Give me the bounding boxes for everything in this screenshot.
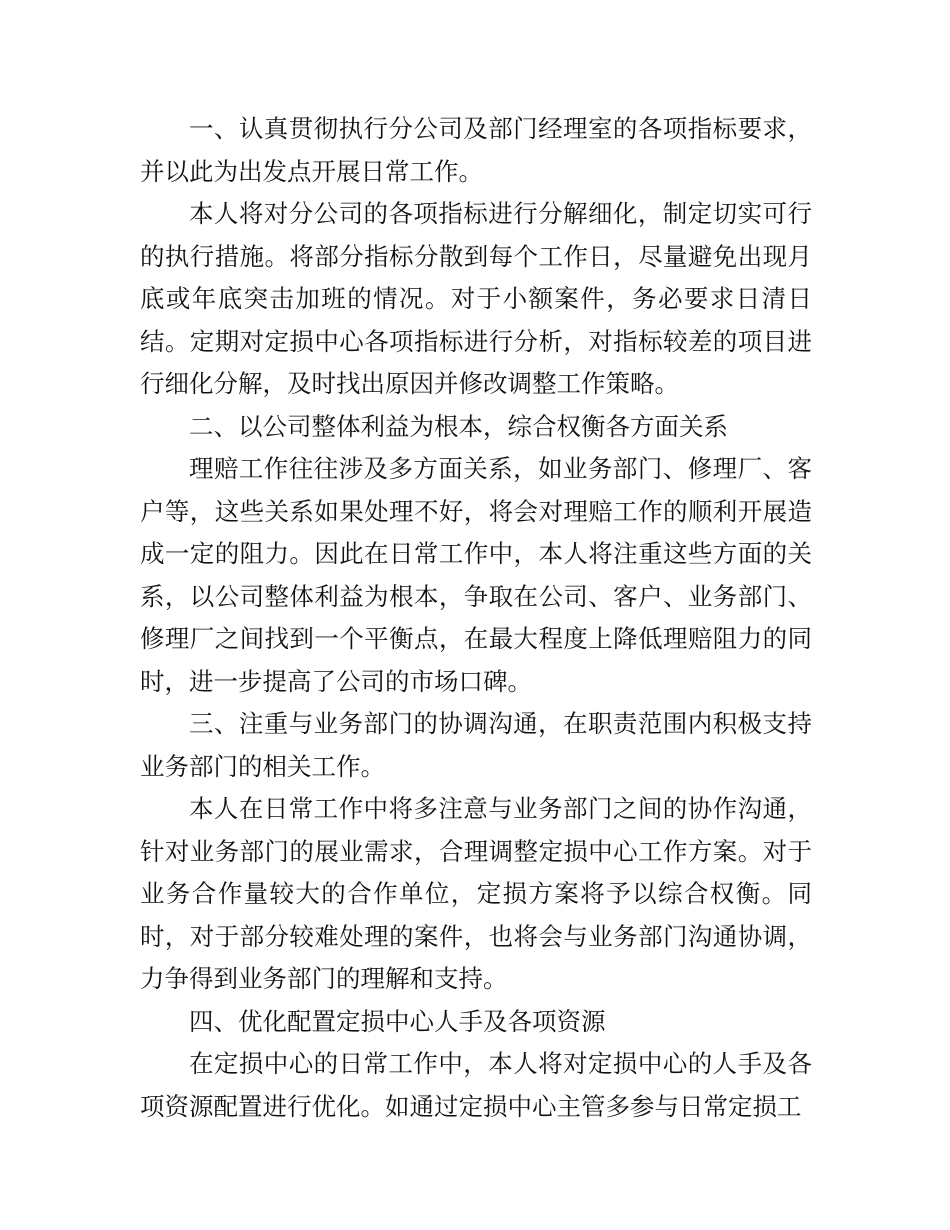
body-paragraph-1: 本人将对分公司的各项指标进行分解细化，制定切实可行的执行措施。将部分指标分散到每个工作日，尽量避免出现月底或年底突击加班的情况。对于小额案件，务必要求日清日结。定期对定损中心各项指标进行分析，对指标较差的项目进行细化分解，及时找出原因并修改调整工作策略。 xyxy=(140,199,812,398)
section-heading-1: 一、认真贯彻执行分公司及部门经理室的各项指标要求，并以此为出发点开展日常工作。 xyxy=(140,114,812,186)
section-heading-4: 四、优化配置定损中心人手及各项资源 xyxy=(189,1006,606,1036)
body-paragraph-4: 在定损中心的日常工作中，本人将对定损中心的人手及各项资源配置进行优化。如通过定损中心主管多参与日常定损工 xyxy=(140,1049,812,1121)
body-paragraph-3: 本人在日常工作中将多注意与业务部门之间的协作沟通，针对业务部门的展业需求，合理调整定损中心工作方案。对于业务合作量较大的合作单位，定损方案将予以综合权衡。同时，对于部分较难处理的案件，也将会与业务部门沟通协调，力争得到业务部门的理解和支持。 xyxy=(140,794,812,993)
section-heading-3: 三、注重与业务部门的协调沟通，在职责范围内积极支持业务部门的相关工作。 xyxy=(140,709,812,781)
document-page xyxy=(140,108,812,1128)
section-heading-2: 二、以公司整体利益为根本，综合权衡各方面关系 xyxy=(189,411,728,441)
body-paragraph-2: 理赔工作往往涉及多方面关系，如业务部门、修理厂、客户等，这些关系如果处理不好，将会对理赔工作的顺利开展造成一定的阻力。因此在日常工作中，本人将注重这些方面的关系，以公司整体利益为根本，争取在公司、客户、业务部门、修理厂之间找到一个平衡点，在最大程度上降低理赔阻力的同时，进一步提高了公司的市场口碑。 xyxy=(140,454,812,696)
